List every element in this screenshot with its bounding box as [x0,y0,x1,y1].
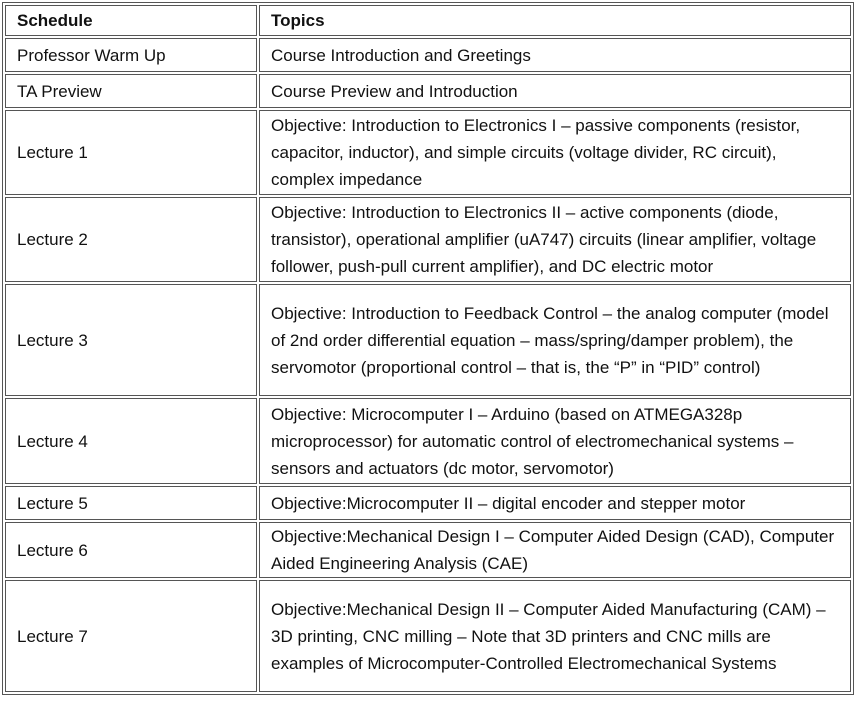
schedule-cell: Lecture 5 [5,486,257,520]
table-row [5,398,851,484]
schedule-cell: Lecture 3 [5,284,257,396]
topic-cell: Objective:Mechanical Design II – Computer Aided Manufacturing (CAM) – 3D printing, CNC milling – Note that 3D printers and CNC mills are examples of Microcomputer-Controlled Electromechanical Systems [259,580,851,692]
table-header-row [5,5,851,36]
topic-cell: Objective: Introduction to Electronics I – passive components (resistor, capacitor, inductor), and simple circuits (voltage divider, RC circuit), complex impedance [259,110,851,195]
topic-cell: Objective: Introduction to Feedback Control – the analog computer (model of 2nd order differential equation – mass/spring/damper problem), the servomotor (proportional control – that is, the “P” in “PID” control) [259,284,851,396]
schedule-cell: Lecture 4 [5,398,257,484]
schedule-table [2,2,854,695]
table-row [5,284,851,396]
topic-cell: Course Introduction and Greetings [259,38,851,72]
table-row [5,74,851,108]
topic-cell: Objective: Microcomputer I – Arduino (based on ATMEGA328p microprocessor) for automatic control of electromechanical systems – sensors and actuators (dc motor, servomotor) [259,398,851,484]
schedule-cell: Professor Warm Up [5,38,257,72]
table-row [5,580,851,692]
schedule-cell: Lecture 7 [5,580,257,692]
column-header-schedule: Schedule [5,5,257,36]
schedule-cell: Lecture 1 [5,110,257,195]
topic-cell: Objective:Microcomputer II – digital encoder and stepper motor [259,486,851,520]
table-row [5,522,851,578]
table-row [5,38,851,72]
schedule-cell: Lecture 6 [5,522,257,578]
topic-cell: Objective:Mechanical Design I – Computer Aided Design (CAD), Computer Aided Engineering Analysis (CAE) [259,522,851,578]
schedule-cell: Lecture 2 [5,197,257,282]
table-row [5,197,851,282]
table-row [5,486,851,520]
schedule-cell: TA Preview [5,74,257,108]
topic-cell: Course Preview and Introduction [259,74,851,108]
column-header-topics: Topics [259,5,851,36]
table-row [5,110,851,195]
topic-cell: Objective: Introduction to Electronics II – active components (diode, transistor), operational amplifier (uA747) circuits (linear amplifier, voltage follower, push-pull current amplifier), and DC electric motor [259,197,851,282]
